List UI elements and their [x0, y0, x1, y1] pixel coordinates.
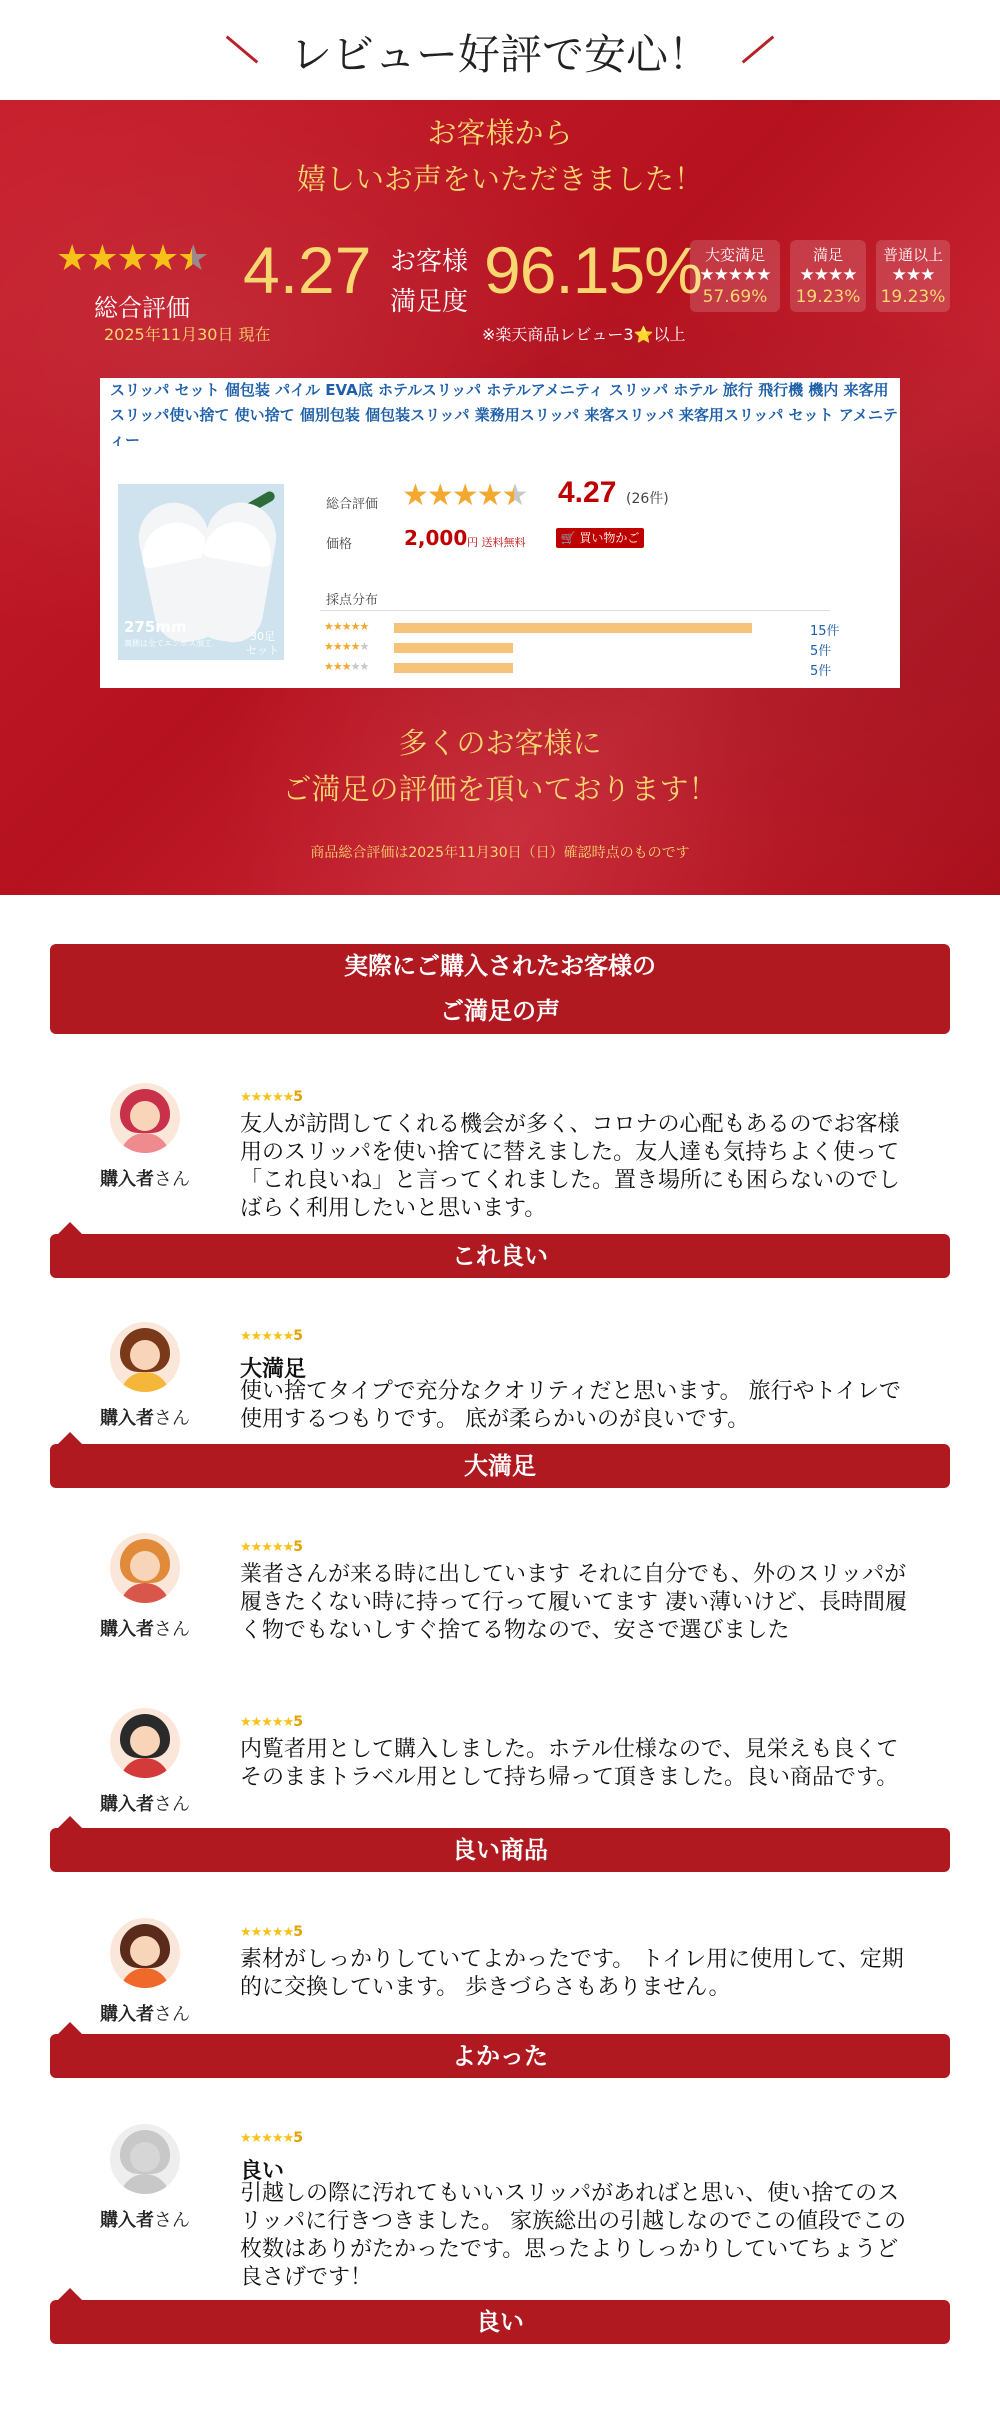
image-size-text: 275mm [124, 618, 187, 636]
avatar-face [130, 1551, 160, 1581]
avatar [110, 1322, 180, 1392]
avatar-face [130, 1340, 160, 1370]
section-title: レビュー好評で安心！ [289, 30, 710, 79]
box-stars: ★★★★★ [699, 265, 771, 285]
star-number: 5 [293, 1328, 304, 1344]
star-icons: ★★★★★ [240, 1090, 294, 1105]
distribution-row[interactable] [324, 640, 864, 658]
half-star-icon: ★ ★ [502, 478, 527, 513]
price-label: 価格 [326, 537, 353, 552]
image-sets-text [246, 630, 279, 658]
review-note: ※楽天商品レビュー3⭐️以上 [482, 325, 686, 344]
row-count: 5件 [810, 644, 832, 659]
strap [136, 516, 211, 569]
distribution-bar [394, 623, 752, 633]
star-number: 5 [293, 1089, 304, 1105]
buyer-label: 購入者 [100, 2210, 154, 2231]
avatar [110, 1918, 180, 1988]
review-text: 友人が訪問してくれる機会が多く、コロナの心配もあるのでお客様用のスリッパを使い捨てに替えました。友人達も気持ちよく使って「これ良いね」と言ってくれました。置き場所にも困らないのでしばらく利用したいと思います。 [240, 1112, 901, 1221]
half-star-icon: ★ ★ [177, 238, 207, 279]
review-banner: 良い [50, 2300, 950, 2344]
row-stars [324, 640, 368, 653]
image-sets-line-1: 30足 [250, 630, 275, 643]
strap [202, 517, 276, 568]
buyer-name [100, 1790, 190, 1816]
buyer-name [100, 1165, 190, 1191]
review-banner: これ良い [50, 1234, 950, 1278]
avatar [110, 1533, 180, 1603]
category-links[interactable]: スリッパ セット 個包装 パイル EVA底 ホテルスリッパ ホテルアメニティ スリッパ ホテル 旅行 飛行機 機内 来客用スリッパ使い捨て 使い捨て 個別包装 個包装スリッパ 業務用スリッパ 来客スリッパ 来客用スリッパ セット アメニティー [110, 381, 898, 449]
star-number: 5 [293, 1539, 304, 1555]
buyer-label: 購入者 [100, 1169, 154, 1190]
price-unit: 円 送料無料 [467, 536, 526, 549]
image-sets-line-2: セット [246, 644, 279, 657]
star-icons: ★★★★★ [240, 1540, 294, 1555]
buyer-suffix: さん [154, 1408, 190, 1429]
buyer-name [100, 2000, 190, 2026]
avatar-face [130, 1101, 160, 1131]
empty-stars: ★ [359, 640, 369, 653]
product-review-card [100, 378, 900, 688]
filled-stars: ★★★★ [324, 640, 360, 653]
distribution-label: 採点分布 [326, 593, 379, 608]
satisfaction-label-line-2: 満足度 [390, 287, 469, 317]
review-text: 内覧者用として購入しました。ホテル仕様なので、見栄えも良くてそのままトラベル用として持ち帰って頂きました。良い商品です。 [240, 1737, 899, 1790]
box-stars: ★★★★ [799, 265, 857, 285]
voices-title-line-2: ご満足の声 [440, 997, 560, 1025]
review-star-rating [240, 1924, 303, 1940]
star-number: 5 [293, 2130, 304, 2146]
avatar [110, 2124, 180, 2194]
review-star-rating [240, 2130, 303, 2146]
row-stars [324, 620, 368, 633]
box-label: 満足 [812, 246, 843, 264]
distribution-row[interactable] [324, 660, 864, 678]
overall-score: 4.27 [243, 233, 372, 307]
review-star-rating [240, 1714, 303, 1730]
review-star-rating [240, 1539, 303, 1555]
buyer-suffix: さん [154, 2210, 190, 2231]
box-label: 大変満足 [704, 246, 765, 264]
review-count-link[interactable]: (26件) [626, 491, 669, 507]
buyer-name [100, 1404, 190, 1430]
distribution-row[interactable] [324, 620, 864, 638]
buyer-suffix: さん [154, 1794, 190, 1815]
star-icons: ★★★★★ [240, 1925, 294, 1940]
buyer-suffix: さん [154, 2004, 190, 2025]
image-emboss-text: 裏側は全てエンボス加工 [124, 639, 212, 648]
star-icons: ★★★★★ [240, 1329, 294, 1344]
hero-closing-line-1: 多くのお客様に [398, 726, 602, 760]
avatar [110, 1708, 180, 1778]
box-label: 普通以上 [882, 246, 943, 264]
review-text: 使い捨てタイプで充分なクオリティだと思います。 旅行やトイレで使用するつもりです。 底が柔らかいのが良いです。 [240, 1379, 902, 1432]
empty-stars: ★★ [350, 660, 369, 673]
section-header [0, 0, 1000, 100]
distribution-bar [394, 643, 513, 653]
review-banner: よかった [50, 2034, 950, 2078]
avatar-body [120, 2174, 170, 2194]
price-value: 2,000 [404, 526, 468, 550]
row-count: 5件 [810, 664, 832, 679]
buyer-suffix: さん [154, 1169, 190, 1190]
satisfaction-percent: 96.15% [484, 233, 702, 307]
card-score: 4.27 [558, 476, 617, 509]
as-of-date: 2025年11月30日 現在 [104, 325, 271, 344]
filled-stars: ★★★★★ [324, 620, 369, 633]
star-icons: ★★★★★ [240, 1715, 294, 1730]
box-percent: 57.69% [702, 287, 768, 307]
buyer-name [100, 2206, 190, 2232]
avatar-body [120, 1372, 170, 1392]
star-number: 5 [293, 1714, 304, 1730]
avatar-body [120, 1968, 170, 1988]
review-banner: 良い商品 [50, 1828, 950, 1872]
buyer-label: 購入者 [100, 1408, 154, 1429]
row-count: 15件 [810, 624, 840, 639]
review-banner: 大満足 [50, 1444, 950, 1488]
overall-label: 総合評価 [94, 294, 190, 322]
voices-title-line-1: 実際にご購入されたお客様の [344, 952, 656, 980]
add-to-cart-button[interactable]: 🛒 買い物かご [556, 528, 644, 548]
hero-lead-line-2: 嬉しいお声をいただきました！ [296, 162, 703, 196]
star-number: 5 [293, 1924, 304, 1940]
avatar-face [130, 2142, 160, 2172]
overall-star-rating: ★★★★★ ★ [56, 238, 207, 279]
review-text: 素材がしっかりしていてよかったです。 トイレ用に使用して、定期的に交換しています。 歩きづらさもありません。 [240, 1947, 904, 2000]
avatar-face [130, 1726, 160, 1756]
buyer-name [100, 1615, 190, 1641]
review-text: 業者さんが来る時に出しています それに自分でも、外のスリッパが履きたくない時に持って行って履いてます 凄い薄いけど、長時間履く物でもないしすぐ捨てる物なので、安さで選びました [240, 1562, 907, 1643]
satisfaction-label-line-1: お客様 [390, 247, 469, 277]
avatar [110, 1083, 180, 1153]
review-headline: 大満足 [240, 1357, 307, 1382]
hero-footnote: 商品総合評価は2025年11月30日（日）確認時点のものです [310, 845, 690, 861]
review-text: 引越しの際に汚れてもいいスリッパがあればと思い、使い捨てのスリッパに行きつきました。 家族総出の引越しなのでこの値段でこの枚数はありがたかったです。思ったよりしっかりしていてちょうど良さげです！ [240, 2181, 907, 2290]
card-star-rating: ★★★★★ ★ [402, 478, 526, 513]
satisfaction-label [390, 242, 468, 322]
avatar-body [120, 1758, 170, 1778]
overall-label: 総合評価 [326, 497, 379, 512]
buyer-label: 購入者 [100, 1619, 154, 1640]
star-icons: ★★★★★ [240, 2131, 294, 2146]
review-headline: 良い [240, 2159, 285, 2184]
product-image[interactable] [118, 484, 284, 660]
box-percent: 19.23% [795, 287, 861, 307]
box-stars: ★★★ [891, 265, 935, 285]
hero-lead-line-1: お客様から [427, 116, 573, 150]
satisfaction-box-average [876, 240, 950, 312]
distribution-bar [394, 663, 513, 673]
avatar-body [120, 1583, 170, 1603]
satisfaction-box-very [690, 240, 780, 312]
hero-closing-line-2: ご満足の評価を頂いております！ [282, 772, 718, 806]
review-hero-banner [0, 100, 1000, 895]
avatar-face [130, 1936, 160, 1966]
row-stars [324, 660, 368, 673]
review-star-rating [240, 1328, 303, 1344]
review-star-rating [240, 1089, 303, 1105]
satisfaction-box-satisfied [790, 240, 866, 312]
filled-stars: ★★★ [324, 660, 351, 673]
buyer-label: 購入者 [100, 2004, 154, 2025]
box-percent: 19.23% [880, 287, 946, 307]
voices-title [50, 944, 950, 1034]
divider [320, 610, 830, 611]
buyer-label: 購入者 [100, 1794, 154, 1815]
avatar-body [120, 1133, 170, 1153]
buyer-suffix: さん [154, 1619, 190, 1640]
